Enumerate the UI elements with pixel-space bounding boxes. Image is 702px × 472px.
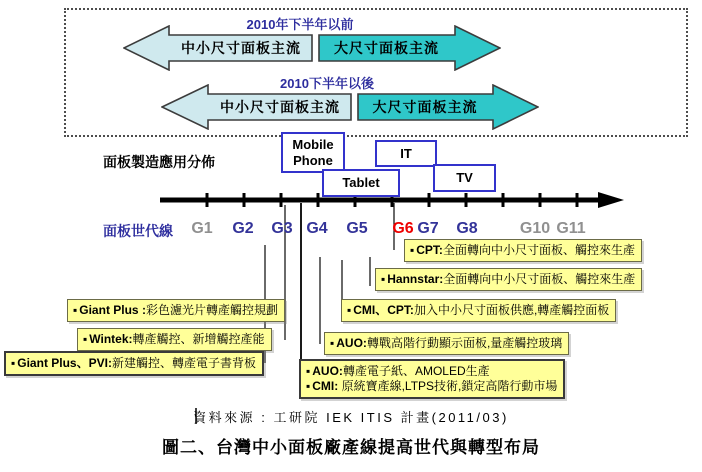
bullet-icon: ▪	[83, 332, 88, 346]
generation-axis-title: 面板世代線	[103, 223, 173, 239]
row2-small-panel-label: 中小尺寸面板主流	[220, 99, 340, 115]
callout-giantplus-pvi-name: Giant Plus、PVI:	[17, 356, 112, 370]
gen-label-g4: G4	[306, 220, 328, 237]
callout-cpt	[404, 239, 642, 262]
bullet-icon: ▪	[73, 303, 78, 317]
callout-giantplus-desc: 彩色濾光片轉產觸控規劃	[145, 303, 278, 317]
callout-giantplus-pvi-desc: 新建觸控、轉產電子書背板	[111, 356, 256, 370]
row1-small-panel-arrow	[123, 25, 313, 71]
app-box-tablet	[322, 169, 400, 197]
row1-large-panel-arrow	[318, 25, 501, 71]
app-box-it-label: IT	[400, 145, 412, 161]
row2-large-panel-label: 大尺寸面板主流	[372, 99, 478, 115]
callout-auo-name: AUO:	[336, 336, 367, 350]
callout-cmi-cpt-name: CMI、CPT:	[353, 303, 414, 317]
app-box-tv-label: TV	[456, 170, 473, 185]
gen-label-g8: G8	[456, 220, 478, 237]
callout-auo	[324, 332, 569, 355]
row2-small-panel-arrow	[161, 84, 352, 130]
callout-auo-cmi-line2-name: CMI:	[312, 379, 339, 393]
gen-label-g11: G11	[556, 220, 586, 237]
callout-auo-cmi-line1	[306, 364, 557, 379]
callout-giantplus-pvi	[4, 351, 264, 376]
gen-label-g5: G5	[346, 220, 368, 237]
app-box-mobile-phone	[281, 132, 345, 173]
gen-label-g10: G10	[519, 220, 551, 237]
callout-giantplus	[67, 299, 285, 322]
app-box-tablet-label: Tablet	[342, 175, 380, 190]
phase2-label: 2010下半年以後	[280, 76, 374, 91]
row2-large-panel-arrow	[357, 84, 539, 130]
callout-cpt-desc: 全面轉向中小尺寸面板、觸控來生產	[442, 243, 635, 257]
callout-auo-cmi-line2	[306, 379, 557, 394]
callout-wintek-name: Wintek:	[89, 332, 133, 346]
app-box-it	[375, 140, 437, 167]
callout-cmi-cpt	[341, 299, 616, 322]
bullet-icon: ▪	[381, 272, 386, 286]
callout-hannstar-name: Hannstar:	[387, 272, 444, 286]
callout-giantplus-name: Giant Plus :	[79, 303, 146, 317]
gen-label-g2: G2	[232, 220, 254, 237]
row1-large-panel-label: 大尺寸面板主流	[334, 40, 439, 56]
app-box-mobile-phone-label: Mobile Phone	[292, 136, 334, 168]
callout-auo-cmi-line1-name: AUO:	[312, 364, 343, 378]
bullet-icon: ▪	[11, 356, 16, 370]
gen-label-g7: G7	[417, 220, 439, 237]
callout-hannstar-desc: 全面轉向中小尺寸面板、觸控來生產	[443, 272, 636, 286]
app-section-title: 面板製造應用分佈	[103, 154, 215, 170]
bullet-icon: ▪	[410, 243, 415, 257]
callout-auo-cmi	[299, 359, 565, 399]
callout-auo-cmi-line2-desc: 原統寶產線,LTPS技術,鎖定高階行動市場	[338, 379, 558, 393]
bullet-icon: ▪	[330, 336, 335, 350]
bullet-icon: ▪	[306, 364, 311, 378]
callout-cmi-cpt-desc: 加入中小尺寸面板供應,轉產觸控面板	[413, 303, 610, 317]
callout-auo-cmi-line1-desc: 轉產電子紙、AMOLED生產	[342, 364, 490, 378]
callout-wintek	[77, 328, 272, 351]
figure-caption: 圖二、台灣中小面板廠產線提高世代與轉型布局	[162, 438, 540, 457]
bullet-icon: ▪	[306, 379, 311, 393]
callout-wintek-desc: 轉產觸控、新增觸控產能	[132, 332, 265, 346]
callout-cpt-name: CPT:	[416, 243, 443, 257]
callout-auo-desc: 轉戰高階行動顯示面板,量產觸控玻璃	[366, 336, 563, 350]
phase1-label: 2010年下半年以前	[246, 17, 354, 32]
bullet-icon: ▪	[347, 303, 352, 317]
gen-label-g3: G3	[271, 220, 293, 237]
source-note: 資料來源 : 工研院 IEK ITIS 計畫(2011/03)	[193, 410, 509, 425]
app-box-tv	[433, 164, 496, 192]
callout-hannstar	[375, 268, 642, 291]
axis-arrowhead	[598, 192, 624, 208]
row1-small-panel-label: 中小尺寸面板主流	[181, 40, 301, 56]
gen-label-g1: G1	[191, 220, 213, 237]
gen-label-g6: G6	[392, 220, 414, 237]
